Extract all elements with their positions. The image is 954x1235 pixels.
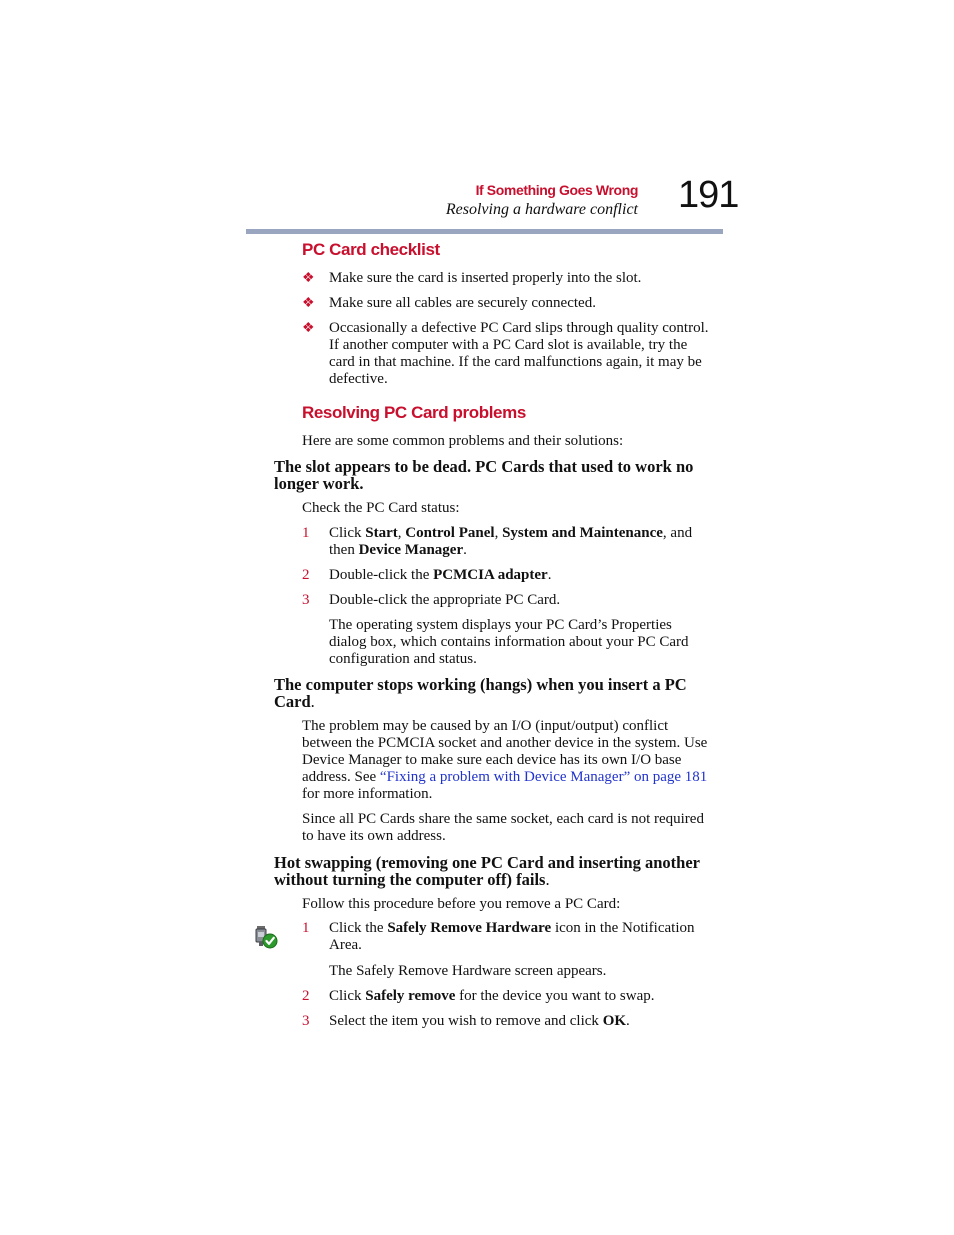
step-result xyxy=(329,617,689,668)
step-text: Double-click the PCMCIA adapter. xyxy=(329,567,552,583)
step-number: 1 xyxy=(302,920,310,936)
text-line: dialog box, which contains information about your PC Card xyxy=(329,634,689,650)
resolving-intro: Here are some common problems and their solutions: xyxy=(302,433,624,449)
text-line: for more information. xyxy=(302,786,433,802)
text-line: Since all PC Cards share the same socket, each card is not required xyxy=(302,811,704,827)
problem-title-computer-hangs xyxy=(274,676,687,710)
checklist-item: Make sure all cables are securely connected. xyxy=(329,295,596,311)
text-line: then Device Manager. xyxy=(329,542,467,558)
problem1-intro: Check the PC Card status: xyxy=(302,500,460,516)
text-line: Area. xyxy=(329,937,362,953)
step-number: 3 xyxy=(302,592,310,608)
text-line: without turning the computer off) fails. xyxy=(274,870,550,889)
step-text: Click Safely remove for the device you want to swap. xyxy=(329,988,655,1004)
step-text xyxy=(329,920,695,954)
header-rule xyxy=(246,229,723,234)
running-header-section: Resolving a hardware conflict xyxy=(445,201,638,218)
heading-pc-card-checklist: PC Card checklist xyxy=(302,240,440,259)
text-line: configuration and status. xyxy=(329,651,477,667)
heading-resolving-pc-card-problems: Resolving PC Card problems xyxy=(302,403,526,422)
checklist-item xyxy=(329,320,709,388)
step-result: The Safely Remove Hardware screen appears. xyxy=(329,963,607,979)
bullet-glyph: ❖ xyxy=(302,271,315,286)
text-line: The slot appears to be dead. PC Cards that used to work no xyxy=(274,457,694,476)
text-line: Device Manager to make sure each device has its own I/O base xyxy=(302,752,682,768)
step-number: 3 xyxy=(302,1013,310,1029)
step-text xyxy=(329,525,692,559)
text-line: Click the Safely Remove Hardware icon in the Notification xyxy=(329,920,695,936)
step-number: 2 xyxy=(302,567,310,583)
text-line: between the PCMCIA socket and another device in the system. Use xyxy=(302,735,708,751)
text-line: longer work. xyxy=(274,474,364,493)
problem3-intro: Follow this procedure before you remove a PC Card: xyxy=(302,896,621,912)
text-line: Hot swapping (removing one PC Card and inserting another xyxy=(274,853,700,872)
text-line: The computer stops working (hangs) when you insert a PC xyxy=(274,675,687,694)
text-line: to have its own address. xyxy=(302,828,446,844)
step-text: Double-click the appropriate PC Card. xyxy=(329,592,561,608)
text-line: card in that machine. If the card malfunctions again, it may be xyxy=(329,354,702,370)
problem2-paragraph xyxy=(302,718,707,803)
step-number: 2 xyxy=(302,988,310,1004)
safely-remove-hardware-icon xyxy=(254,925,278,949)
page-number: 191 xyxy=(678,174,739,216)
cross-reference-link[interactable]: “Fixing a problem with Device Manager” on page 181 xyxy=(379,769,708,785)
problem-title-hot-swapping xyxy=(274,854,700,888)
text-line: address. See “Fixing a problem with Device Manager” on page 181 xyxy=(302,769,708,785)
bullet-glyph: ❖ xyxy=(302,296,315,311)
text-line: Click Start, Control Panel, System and Maintenance, and xyxy=(329,525,693,541)
running-header-chapter: If Something Goes Wrong xyxy=(475,182,638,198)
text-line: The problem may be caused by an I/O (input/output) conflict xyxy=(302,718,669,734)
text-line: Occasionally a defective PC Card slips through quality control. xyxy=(329,320,709,336)
text-line: defective. xyxy=(329,371,388,387)
text-line: If another computer with a PC Card slot is available, try the xyxy=(329,337,688,353)
step-number: 1 xyxy=(302,525,310,541)
text-line: Card. xyxy=(274,692,315,711)
bullet-glyph: ❖ xyxy=(302,321,315,336)
step-text: Select the item you wish to remove and click OK. xyxy=(329,1013,630,1029)
problem-title-slot-dead xyxy=(274,458,693,492)
text-line: The operating system displays your PC Card’s Properties xyxy=(329,617,672,633)
problem2-paragraph xyxy=(302,811,704,845)
checklist-item: Make sure the card is inserted properly into the slot. xyxy=(329,270,642,286)
